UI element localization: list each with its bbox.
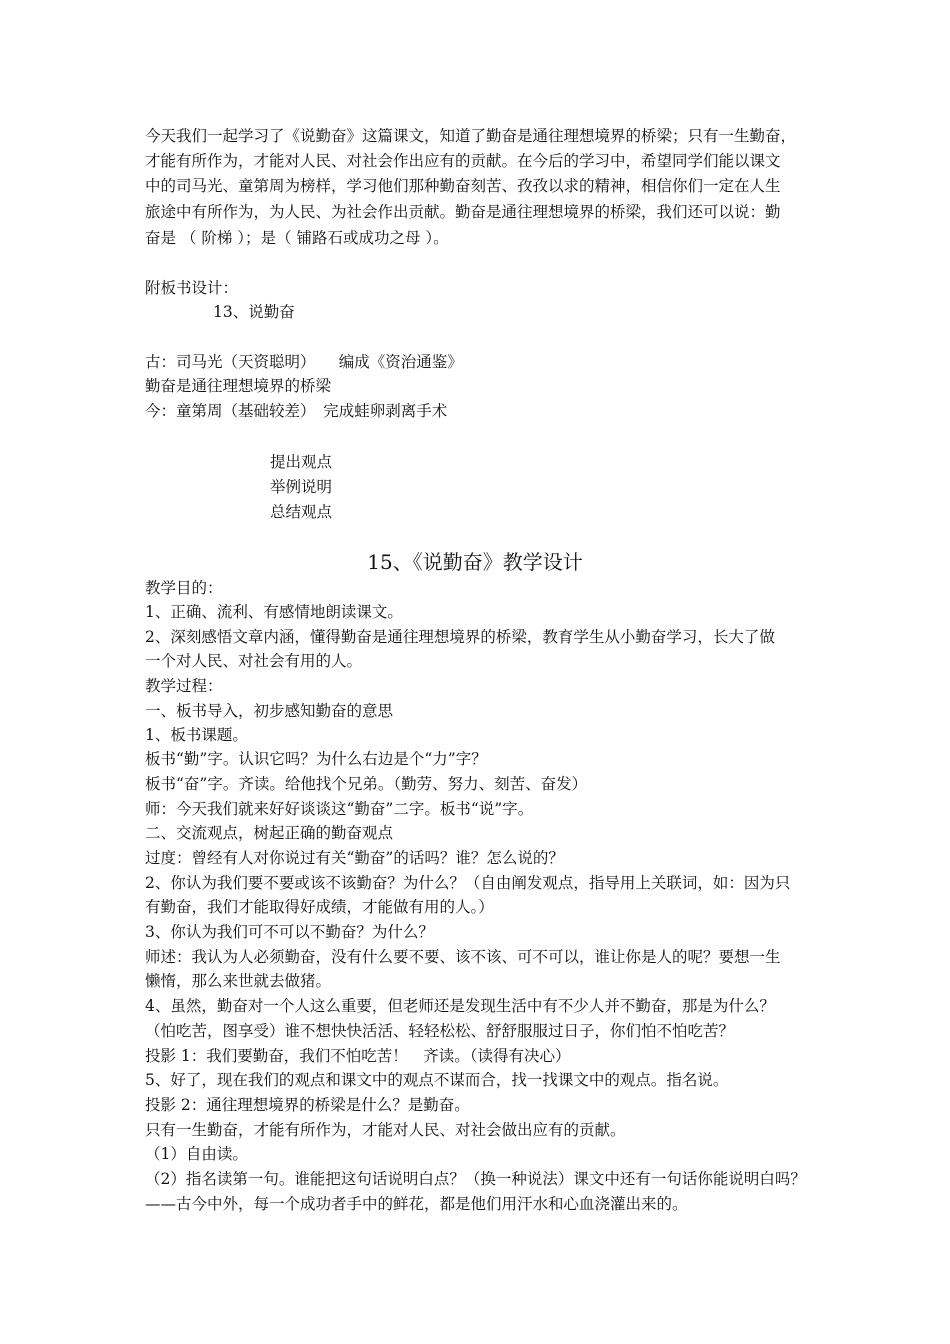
board-title: 13、说勤奋 <box>213 303 295 321</box>
design-title: 15、《说勤奋》教学设计 <box>367 550 583 574</box>
design-line: 板书“奋”字。齐读。给他找个兄弟。（勤劳、努力、刻苦、奋发） <box>145 775 588 793</box>
design-line: 教学过程： <box>145 677 223 695</box>
design-line: 1、正确、流利、有感情地朗读课文。 <box>145 603 403 621</box>
design-line: 4、虽然，勤奋对一个人这么重要，但老师还是发现生活中有不少人并不勤奋，那是为什么？ <box>145 997 775 1015</box>
board-step: 总结观点 <box>270 503 333 521</box>
board-modern: 今：童第周（基础较差） 完成蛙卵剥离手术 <box>145 402 448 420</box>
design-line: 一、板书导入，初步感知勤奋的意思 <box>145 702 394 720</box>
design-line: 1、板书课题。 <box>145 726 248 744</box>
design-line: 二、交流观点，树起正确的勤奋观点 <box>145 824 394 842</box>
design-line: ——古今中外，每一个成功者手中的鲜花，都是他们用汗水和心血浇灌出来的。 <box>145 1195 688 1213</box>
design-line: 5、好了，现在我们的观点和课文中的观点不谋而合，找一找课文中的观点。指名说。 <box>145 1071 729 1089</box>
design-line: 3、你认为我们可不可以不勤奋？为什么？ <box>145 923 434 941</box>
design-line: 有勤奋，我们才能取得好成绩，才能做有用的人。） <box>145 898 494 916</box>
design-line: （怕吃苦，图享受）谁不想快快活活、轻轻松松、舒舒服服过日子，你们怕不怕吃苦？ <box>145 1022 735 1040</box>
board-step: 提出观点 <box>270 453 333 471</box>
design-line: 只有一生勤奋，才能有所作为，才能对人民、对社会做出应有的贡献。 <box>145 1121 626 1139</box>
design-line: 投影 2：通往理想境界的桥梁是什么？是勤奋。 <box>145 1096 470 1114</box>
design-line: （2）指名读第一句。谁能把这句话说明白点？（换一种说法）课文中还有一句话你能说明白吗？ <box>145 1170 806 1188</box>
design-line: 2、深刻感悟文章内涵，懂得勤奋是通往理想境界的桥梁，教育学生从小勤奋学习，长大了做 <box>145 628 775 646</box>
design-line: 师述：我认为人必须勤奋，没有什么要不要、该不该、可不可以，谁让你是人的呢？要想一生 <box>145 948 781 966</box>
intro-line: 今天我们一起学习了《说勤奋》这篇课文，知道了勤奋是通往理想境界的桥梁；只有一生勤奋， <box>145 127 797 145</box>
board-step: 举例说明 <box>270 478 333 496</box>
board-center: 勤奋是通往理想境界的桥梁 <box>145 377 332 395</box>
design-line: 2、你认为我们要不要或该不该勤奋？为什么？（自由阐发观点，指导用上关联词，如：因为只 <box>145 874 791 892</box>
intro-line: 才能有所作为，才能对人民、对社会作出应有的贡献。在今后的学习中，希望同学们能以课文 <box>145 152 781 170</box>
board-ancient: 古：司马光（天资聪明） 编成《资治通鉴》 <box>145 353 463 371</box>
intro-line: 中的司马光、童第周为榜样，学习他们那种勤奋刻苦、孜孜以求的精神，相信你们一定在人生 <box>145 177 781 195</box>
intro-line: 旅途中有所作为，为人民、为社会作出贡献。勤奋是通往理想境界的桥梁，我们还可以说：勤 <box>145 203 781 221</box>
design-line: 懒惰，那么来世就去做猪。 <box>145 972 332 990</box>
design-line: 教学目的： <box>145 579 223 597</box>
design-line: （1）自由读。 <box>145 1145 248 1163</box>
design-line: 过度：曾经有人对你说过有关“勤奋”的话吗？谁？怎么说的？ <box>145 849 564 867</box>
design-line: 投影 1：我们要勤奋，我们不怕吃苦！ 齐读。（读得有决心） <box>145 1047 571 1065</box>
design-line: 板书“勤”字。认识它吗？为什么右边是个“力”字？ <box>145 750 487 768</box>
intro-line: 奋是 （ 阶梯 ）；是（ 铺路石或成功之母 ）。 <box>145 229 449 247</box>
design-line: 师：今天我们就来好好谈谈这“勤奋”二字。板书“说”字。 <box>145 800 534 818</box>
design-line: 一个对人民、对社会有用的人。 <box>145 652 363 670</box>
board-heading: 附板书设计： <box>145 279 239 297</box>
